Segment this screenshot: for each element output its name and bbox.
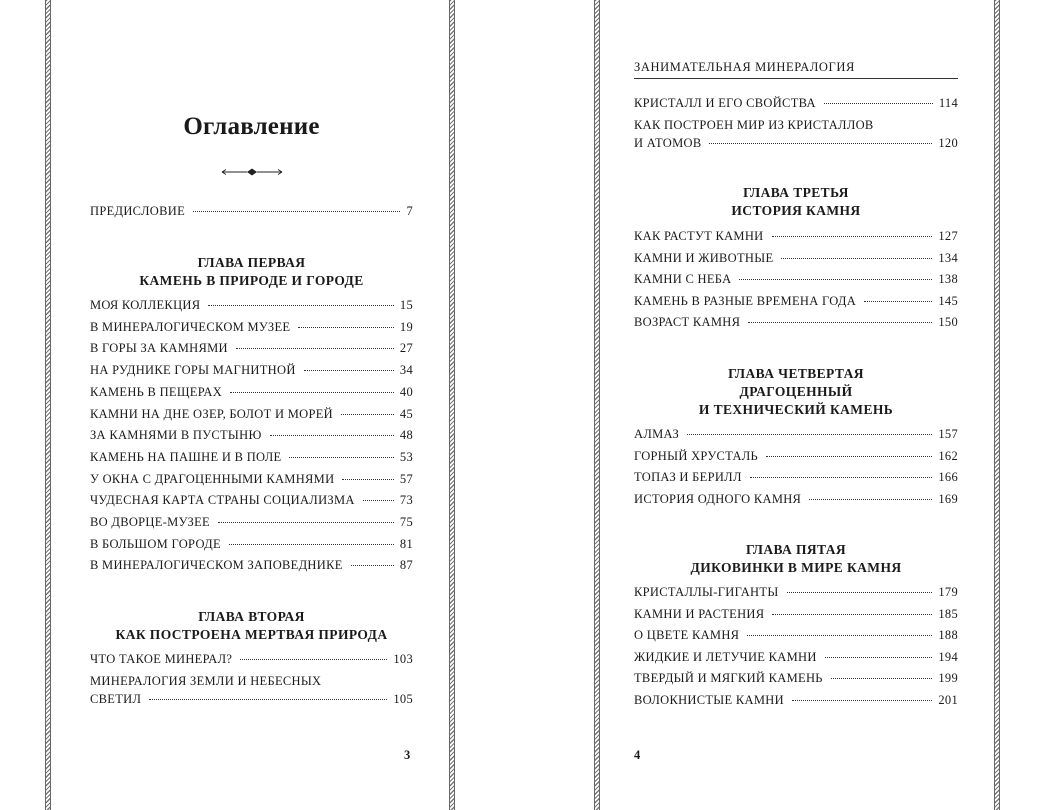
leader-dots bbox=[709, 143, 932, 144]
leader-dots bbox=[229, 544, 394, 545]
chapter-title: ИСТОРИЯ КАМНЯ bbox=[731, 203, 861, 218]
toc-entry-page: 103 bbox=[393, 652, 413, 666]
leader-dots bbox=[342, 479, 393, 480]
toc-entry-label: В ГОРЫ ЗА КАМНЯМИ bbox=[90, 341, 228, 356]
toc-entry[interactable] bbox=[634, 272, 958, 287]
leader-dots bbox=[772, 236, 933, 237]
toc-entry[interactable] bbox=[634, 671, 958, 686]
leader-dots bbox=[236, 348, 394, 349]
leader-dots bbox=[270, 435, 394, 436]
page-gutter bbox=[457, 0, 593, 810]
toc-entry-page: 53 bbox=[399, 449, 413, 464]
chapter-heading-4 bbox=[634, 365, 958, 419]
leader-dots bbox=[739, 279, 932, 280]
chapter-number: ГЛАВА ТРЕТЬЯ bbox=[743, 185, 849, 200]
leader-dots bbox=[750, 477, 933, 478]
toc-entry-page: 27 bbox=[399, 341, 413, 356]
leader-dots bbox=[864, 301, 932, 302]
toc-entry-label: ИСТОРИЯ ОДНОГО КАМНЯ bbox=[634, 491, 802, 506]
toc-entry-label: ЧУДЕСНАЯ КАРТА СТРАНЫ СОЦИАЛИЗМА bbox=[90, 493, 355, 508]
leader-dots bbox=[748, 322, 932, 323]
leader-dots bbox=[687, 434, 932, 435]
right-inner-border bbox=[594, 0, 600, 810]
leader-dots bbox=[772, 614, 932, 615]
toc-entry-label: ТОПАЗ И БЕРИЛЛ bbox=[634, 470, 742, 485]
toc-entry-multiline-line1[interactable]: КАК ПОСТРОЕН МИР ИЗ КРИСТАЛЛОВ bbox=[634, 118, 874, 132]
toc-entry-page: 145 bbox=[938, 293, 958, 308]
toc-entry-page: 19 bbox=[399, 319, 413, 334]
chapter-heading-1 bbox=[90, 254, 413, 290]
toc-entry[interactable] bbox=[90, 558, 413, 573]
toc-entry-label: НА РУДНИКЕ ГОРЫ МАГНИТНОЙ bbox=[90, 363, 296, 378]
toc-entry[interactable] bbox=[634, 294, 958, 309]
toc-entry-page: 134 bbox=[938, 250, 958, 265]
toc-entry-page: 114 bbox=[938, 96, 958, 110]
leader-dots bbox=[304, 370, 394, 371]
chapter-heading-3 bbox=[634, 184, 958, 220]
leader-dots bbox=[193, 211, 400, 212]
toc-entry-label: ПРЕДИСЛОВИЕ bbox=[90, 204, 185, 218]
chapter-title: ДИКОВИНКИ В МИРЕ КАМНЯ bbox=[690, 560, 902, 575]
leader-dots bbox=[747, 635, 932, 636]
toc-entry[interactable] bbox=[634, 470, 958, 485]
toc-entry-page: 120 bbox=[938, 136, 958, 150]
toc-entry-label: И АТОМОВ bbox=[634, 136, 702, 150]
toc-entry-page: 81 bbox=[399, 536, 413, 551]
chapter-title: КАМЕНЬ В ПРИРОДЕ И ГОРОДЕ bbox=[139, 273, 364, 288]
toc-entry-label: ГОРНЫЙ ХРУСТАЛЬ bbox=[634, 448, 759, 463]
toc-entry[interactable] bbox=[634, 585, 958, 600]
toc-entry[interactable] bbox=[634, 229, 958, 244]
toc-entry-page: 127 bbox=[938, 229, 958, 243]
toc-entry-page: 75 bbox=[399, 515, 413, 529]
toc-entry-label: В МИНЕРАЛОГИЧЕСКОМ МУЗЕЕ bbox=[90, 319, 291, 334]
toc-entry-page: 105 bbox=[393, 692, 413, 706]
page-number-left: 3 bbox=[404, 748, 411, 762]
page-title: Оглавление bbox=[183, 113, 320, 140]
toc-entry-label: КРИСТАЛЛ И ЕГО СВОЙСТВА bbox=[634, 96, 816, 110]
toc-entry-page: 199 bbox=[938, 671, 958, 686]
toc-entry-label: В БОЛЬШОМ ГОРОДЕ bbox=[90, 536, 221, 551]
toc-entry-page: 48 bbox=[399, 428, 413, 443]
running-head: ЗАНИМАТЕЛЬНАЯ МИНЕРАЛОГИЯ bbox=[634, 60, 958, 79]
toc-entry-label: КАМЕНЬ В РАЗНЫЕ ВРЕМЕНА ГОДА bbox=[634, 293, 857, 308]
chapter-title: КАК ПОСТРОЕНА МЕРТВАЯ ПРИРОДА bbox=[115, 627, 388, 642]
leader-dots bbox=[218, 522, 394, 523]
toc-entry[interactable] bbox=[90, 450, 413, 465]
toc-entry-page: 185 bbox=[938, 606, 958, 621]
toc-entry[interactable] bbox=[634, 251, 958, 266]
toc-entry-page: 166 bbox=[938, 470, 958, 485]
toc-entry-multiline-line1[interactable]: МИНЕРАЛОГИЯ ЗЕМЛИ И НЕБЕСНЫХ bbox=[90, 674, 322, 688]
toc-entry[interactable] bbox=[634, 628, 958, 643]
toc-entry[interactable] bbox=[90, 472, 413, 487]
toc-entry-label: КАМНИ И ЖИВОТНЫЕ bbox=[634, 250, 774, 265]
leader-dots bbox=[787, 592, 933, 593]
toc-entry-multiline[interactable] bbox=[634, 136, 958, 151]
toc-entry-label: ВОЛОКНИСТЫЕ КАМНИ bbox=[634, 693, 784, 707]
toc-entry-page: 34 bbox=[399, 363, 413, 378]
leader-dots bbox=[363, 500, 394, 501]
chapter-title: И ТЕХНИЧЕСКИЙ КАМЕНЬ bbox=[698, 402, 894, 417]
toc-entry[interactable] bbox=[90, 320, 413, 335]
toc-entry-page: 40 bbox=[399, 384, 413, 399]
leader-dots bbox=[824, 103, 933, 104]
toc-entry[interactable] bbox=[634, 492, 958, 507]
toc-entry-label: КАК РАСТУТ КАМНИ bbox=[634, 229, 764, 243]
toc-entry-page: 138 bbox=[938, 272, 958, 287]
toc-entry-label: ВОЗРАСТ КАМНЯ bbox=[634, 315, 741, 330]
left-outer-border bbox=[45, 0, 51, 810]
toc-entry-label: АЛМАЗ bbox=[634, 427, 680, 441]
leader-dots bbox=[825, 657, 933, 658]
toc-entry[interactable] bbox=[634, 315, 958, 330]
toc-entry-page: 162 bbox=[938, 448, 958, 463]
toc-entry-preface[interactable] bbox=[90, 204, 413, 219]
toc-entry[interactable] bbox=[90, 298, 413, 313]
toc-entry[interactable] bbox=[90, 493, 413, 508]
leader-dots bbox=[289, 457, 393, 458]
toc-entry-label: КАМНИ С НЕБА bbox=[634, 272, 732, 287]
toc-entry-label: ТВЕРДЫЙ И МЯГКИЙ КАМЕНЬ bbox=[634, 671, 823, 686]
chapter-number: ГЛАВА ВТОРАЯ bbox=[198, 609, 305, 624]
toc-entry[interactable] bbox=[634, 96, 958, 111]
toc-entry-label: КАМЕНЬ НА ПАШНЕ И В ПОЛЕ bbox=[90, 449, 282, 464]
page-number-right: 4 bbox=[634, 748, 641, 762]
toc-entry-page: 73 bbox=[399, 493, 413, 508]
toc-entry-label: В МИНЕРАЛОГИЧЕСКОМ ЗАПОВЕДНИКЕ bbox=[90, 558, 343, 573]
toc-entry[interactable] bbox=[634, 427, 958, 442]
toc-entry-page: 194 bbox=[938, 649, 958, 664]
toc-entry-label: ВО ДВОРЦЕ-МУЗЕЕ bbox=[90, 515, 210, 529]
toc-entry-label: ЗА КАМНЯМИ В ПУСТЫНЮ bbox=[90, 428, 262, 443]
toc-entry-label: СВЕТИЛ bbox=[90, 692, 142, 706]
toc-entry-page: 7 bbox=[406, 204, 413, 218]
toc-entry[interactable] bbox=[90, 407, 413, 422]
toc-entry-label: У ОКНА С ДРАГОЦЕННЫМИ КАМНЯМИ bbox=[90, 471, 335, 486]
leader-dots bbox=[792, 700, 932, 701]
toc-entry-page: 188 bbox=[938, 628, 958, 643]
toc-entry-page: 157 bbox=[938, 427, 958, 441]
toc-entry-label: КРИСТАЛЛЫ-ГИГАНТЫ bbox=[634, 585, 779, 599]
toc-entry-label: МОЯ КОЛЛЕКЦИЯ bbox=[90, 298, 201, 312]
toc-entry[interactable] bbox=[90, 537, 413, 552]
toc-entry[interactable] bbox=[634, 449, 958, 464]
chapter-heading-5 bbox=[634, 541, 958, 577]
toc-entry[interactable] bbox=[634, 650, 958, 665]
leader-dots bbox=[208, 305, 394, 306]
leader-dots bbox=[809, 499, 932, 500]
chapter-number: ГЛАВА ПЕРВАЯ bbox=[197, 255, 306, 270]
toc-entry[interactable] bbox=[90, 385, 413, 400]
toc-entry[interactable] bbox=[90, 341, 413, 356]
leader-dots bbox=[149, 699, 387, 700]
toc-entry-page: 87 bbox=[399, 558, 413, 573]
toc-entry-label: О ЦВЕТЕ КАМНЯ bbox=[634, 628, 740, 643]
toc-entry-label: ЧТО ТАКОЕ МИНЕРАЛ? bbox=[90, 652, 233, 666]
toc-entry-page: 179 bbox=[938, 585, 958, 599]
toc-entry-page: 169 bbox=[938, 491, 958, 506]
leader-dots bbox=[831, 678, 933, 679]
toc-entry-label: КАМНИ НА ДНЕ ОЗЕР, БОЛОТ И МОРЕЙ bbox=[90, 406, 333, 421]
toc-entry[interactable] bbox=[90, 515, 413, 530]
toc-entry-label: КАМНИ И РАСТЕНИЯ bbox=[634, 606, 765, 621]
toc-entry-page: 15 bbox=[399, 298, 413, 312]
toc-entry[interactable] bbox=[90, 652, 413, 667]
chapter-number: ГЛАВА ЧЕТВЕРТАЯ bbox=[728, 366, 864, 381]
left-inner-border bbox=[449, 0, 455, 810]
leader-dots bbox=[766, 456, 932, 457]
chapter-title: ДРАГОЦЕННЫЙ bbox=[739, 384, 853, 399]
toc-entry-multiline[interactable] bbox=[90, 692, 413, 707]
chapter-number: ГЛАВА ПЯТАЯ bbox=[745, 542, 847, 557]
toc-entry-label: КАМЕНЬ В ПЕЩЕРАХ bbox=[90, 384, 223, 399]
ornament-icon bbox=[220, 167, 284, 177]
toc-entry-page: 45 bbox=[399, 406, 413, 421]
leader-dots bbox=[341, 414, 394, 415]
ornament-divider bbox=[90, 164, 413, 182]
leader-dots bbox=[298, 327, 394, 328]
leader-dots bbox=[230, 392, 394, 393]
toc-entry[interactable] bbox=[634, 693, 958, 708]
right-outer-border bbox=[994, 0, 1000, 810]
toc-entry[interactable] bbox=[90, 363, 413, 378]
chapter-heading-2 bbox=[90, 608, 413, 644]
toc-entry[interactable] bbox=[90, 428, 413, 443]
leader-dots bbox=[781, 258, 932, 259]
toc-entry-page: 57 bbox=[399, 471, 413, 486]
toc-entry-page: 150 bbox=[938, 315, 958, 330]
leader-dots bbox=[351, 565, 394, 566]
toc-entry[interactable] bbox=[634, 607, 958, 622]
toc-entry-label: ЖИДКИЕ И ЛЕТУЧИЕ КАМНИ bbox=[634, 649, 817, 664]
leader-dots bbox=[240, 659, 387, 660]
toc-entry-page: 201 bbox=[938, 693, 958, 707]
